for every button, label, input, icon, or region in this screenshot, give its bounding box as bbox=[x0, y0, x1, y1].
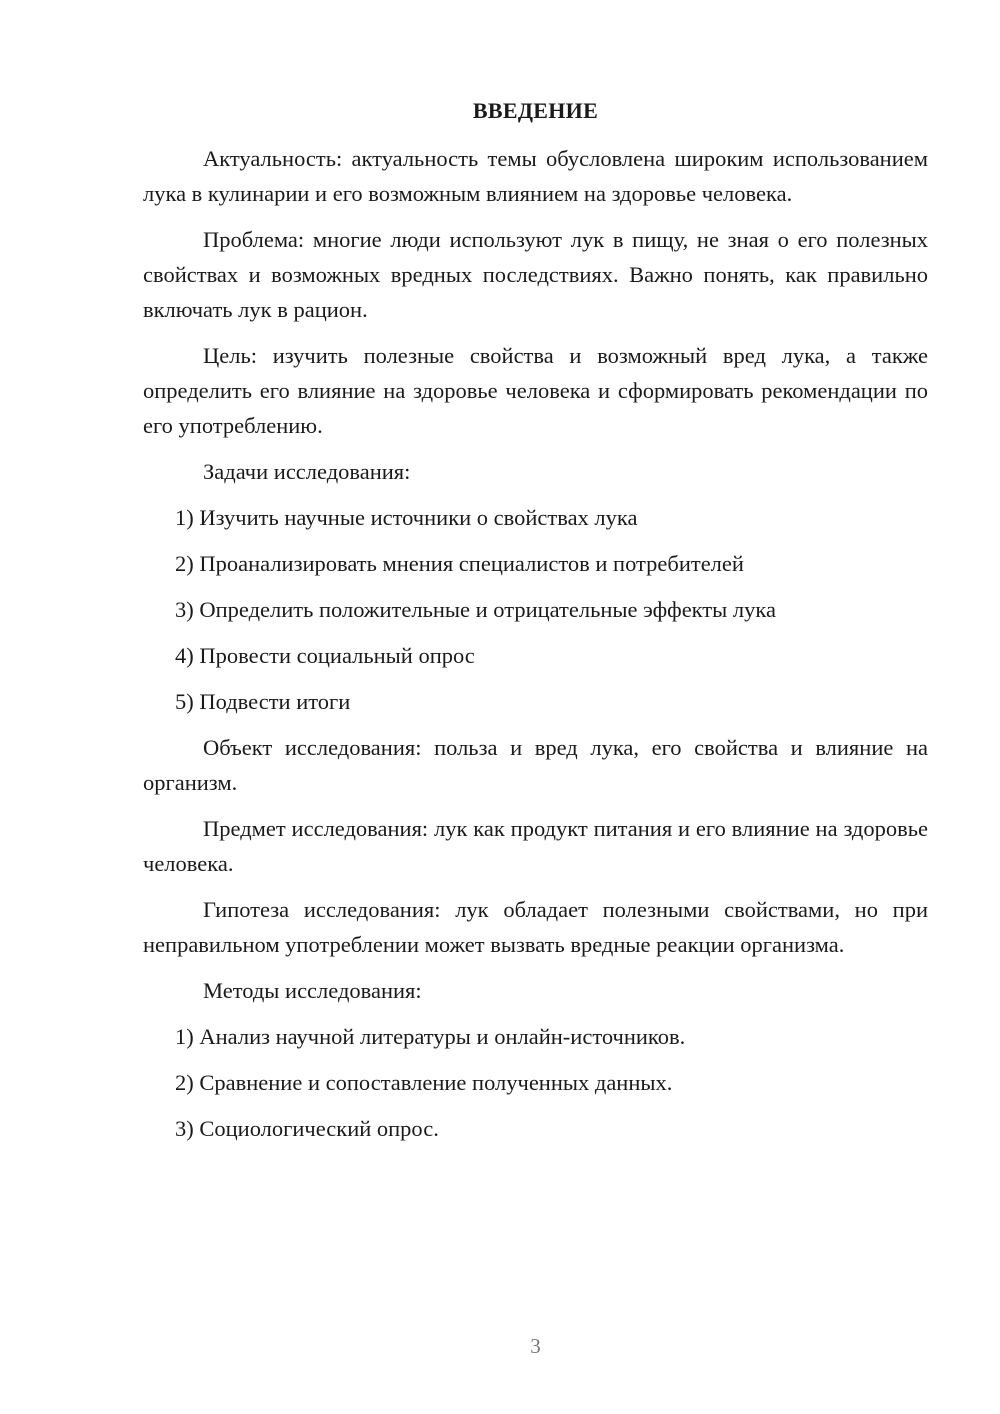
method-item: 2) Сравнение и сопоставление полученных данных. bbox=[175, 1070, 673, 1095]
goal-paragraph: Цель: изучить полезные свойства и возможный вред лука, а также определить его влияние на здоровье человека и сформировать рекомендации по его употреблению. bbox=[143, 343, 928, 438]
task-item: 5) Подвести итоги bbox=[175, 689, 351, 714]
page-number: 3 bbox=[530, 1334, 541, 1358]
task-item: 1) Изучить научные источники о свойствах лука bbox=[175, 505, 638, 530]
relevance-paragraph: Актуальность: актуальность темы обусловлена широким использованием лука в кулинарии и его возможным влиянием на здоровье человека. bbox=[143, 146, 928, 206]
document-page bbox=[143, 0, 928, 1414]
method-item: 1) Анализ научной литературы и онлайн-источников. bbox=[175, 1024, 686, 1049]
object-paragraph: Объект исследования: польза и вред лука, его свойства и влияние на организм. bbox=[143, 735, 928, 795]
problem-paragraph: Проблема: многие люди используют лук в пищу, не зная о его полезных свойствах и возможных вредных последствиях. Важно понять, как правильно включать лук в рацион. bbox=[143, 227, 928, 322]
section-title: ВВЕДЕНИЕ bbox=[472, 98, 599, 123]
tasks-heading: Задачи исследования: bbox=[203, 459, 411, 484]
task-item: 2) Проанализировать мнения специалистов и потребителей bbox=[175, 551, 744, 576]
method-item: 3) Социологический опрос. bbox=[175, 1116, 439, 1141]
task-item: 4) Провести социальный опрос bbox=[175, 643, 475, 668]
methods-heading: Методы исследования: bbox=[203, 978, 422, 1003]
section-body bbox=[143, 141, 928, 1157]
hypothesis-paragraph: Гипотеза исследования: лук обладает полезными свойствами, но при неправильном употреблении может вызвать вредные реакции организма. bbox=[143, 897, 928, 957]
task-item: 3) Определить положительные и отрицательные эффекты лука bbox=[175, 597, 776, 622]
subject-paragraph: Предмет исследования: лук как продукт питания и его влияние на здоровье человека. bbox=[143, 816, 928, 876]
